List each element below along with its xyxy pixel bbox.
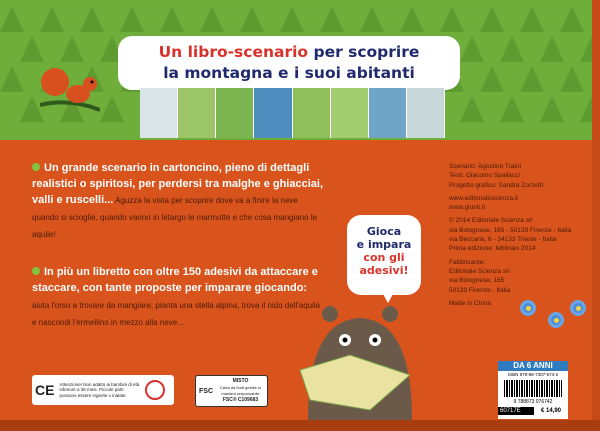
- bear-illustration: [300, 300, 430, 420]
- address: 50139 Firenze - Italia: [449, 286, 511, 294]
- tree-icon: [540, 36, 564, 62]
- fsc-text: Carta da fonti gestite in maniera responsabile: [219, 384, 262, 396]
- barcode-number: 9 788873 076742: [513, 399, 553, 405]
- credit-design: Progetto grafico: Sandra Zorzetti: [449, 181, 543, 189]
- title-highlight: Un libro-scenario: [158, 43, 309, 61]
- tree-icon: [60, 36, 84, 62]
- isbn: ISBN 978-88-7307-674-2: [507, 372, 559, 377]
- manufacturer: Editoriale Scienza srl: [449, 267, 510, 275]
- description-paragraph-2: [32, 264, 324, 331]
- fsc-label: [195, 375, 268, 407]
- credits: [449, 162, 597, 312]
- speech-line3: con gli: [363, 251, 405, 264]
- tree-icon: [560, 66, 584, 92]
- tree-icon: [560, 6, 584, 32]
- tree-icon: [480, 6, 504, 32]
- copyright: © 2014 Editoriale Scienza srl: [449, 217, 533, 225]
- flower-icon: [548, 312, 564, 328]
- product-code: 60717E: [498, 407, 534, 415]
- title-line2: la montagna e i suoi abitanti: [163, 64, 415, 82]
- address: via Beccaria, 6 - 34133 Trieste - Italia: [449, 236, 557, 244]
- tree-icon: [520, 66, 544, 92]
- tree-icon: [40, 6, 64, 32]
- title-line1: per scoprire: [308, 43, 420, 61]
- tree-icon: [240, 6, 264, 32]
- panorama-strip: [140, 88, 445, 138]
- address: via Bolognese, 165 - 50139 Firenze - Italia: [449, 226, 572, 234]
- tree-icon: [200, 6, 224, 32]
- address: via Bolognese, 165: [449, 277, 505, 285]
- edition: Prima edizione: febbraio 2014: [449, 245, 536, 253]
- paragraph1-bold: Un grande scenario in cartoncino, pieno di dettagli realistici o spiritosi, per perdersi tra malghe e ghiacciai, valli e ruscelli...: [32, 162, 324, 206]
- made-in: Made in China: [449, 299, 491, 307]
- tree-icon: [520, 6, 544, 32]
- tree-icon: [480, 66, 504, 92]
- paragraph1-text: Aguzza la vista per scoprire dove va a finire la neve quando si scioglie, quando vanno in letargo le marmotte e che cosa mangiano le aquile!: [32, 196, 318, 239]
- title-bubble: [118, 36, 460, 90]
- speech-line1: Gioca: [366, 225, 402, 238]
- tree-icon: [500, 96, 524, 122]
- safety-warning-label: [32, 375, 174, 405]
- tree-icon: [120, 6, 144, 32]
- paragraph2-text: aiuta l'orso a trovare da mangiare, pianta una stella alpina, trova il nido dell'aquila e nascondi l'ermellino in mezzo alla neve...: [32, 301, 321, 327]
- ce-mark: CE: [35, 382, 55, 398]
- no-small-children-icon: [145, 380, 165, 400]
- credit-texts: Testi: Giacomo Spallacci: [449, 172, 520, 180]
- bottom-edge: [0, 420, 600, 431]
- bullet-icon: [32, 267, 40, 275]
- manufacturer-label: Fabbricante:: [449, 258, 486, 266]
- website-link[interactable]: www.editorialescienza.it: [449, 194, 519, 202]
- squirrel-illustration: [40, 60, 100, 120]
- tree-icon: [280, 6, 304, 32]
- barcode-label: [498, 361, 568, 419]
- tree-icon: [360, 6, 384, 32]
- paragraph2-bold: In più un libretto con oltre 150 adesivi da attaccare e staccare, con tante proposte per imparare giocando:: [32, 266, 318, 294]
- age-badge: DA 6 ANNI: [498, 361, 568, 371]
- fsc-title: MISTO: [232, 378, 249, 384]
- tree-icon: [160, 6, 184, 32]
- tree-icon: [400, 6, 424, 32]
- website-link[interactable]: www.giunti.it: [449, 204, 486, 212]
- price: € 14,90: [540, 408, 562, 414]
- fsc-logo: FSC: [199, 387, 213, 395]
- flower-icon: [570, 300, 586, 316]
- speech-bubble: [347, 215, 421, 295]
- tree-icon: [100, 96, 124, 122]
- tree-icon: [320, 6, 344, 32]
- bullet-icon: [32, 163, 40, 171]
- warning-text: Attenzione! Non adatto ai bambini di età inferiore a 36 mesi. Piccole parti possono essere ingerite o inalate.: [59, 381, 140, 398]
- tree-icon: [440, 6, 464, 32]
- credit-scenario: Scenario: Agostino Traini: [449, 163, 521, 170]
- tree-icon: [540, 96, 564, 122]
- barcode: [504, 380, 562, 397]
- tree-icon: [0, 6, 24, 32]
- tree-icon: [20, 36, 44, 62]
- speech-line4: adesivi!: [359, 264, 409, 277]
- tree-icon: [460, 96, 484, 122]
- tree-icon: [500, 36, 524, 62]
- description-paragraph-1: [32, 160, 324, 243]
- tree-icon: [0, 66, 24, 92]
- flower-icon: [520, 300, 536, 316]
- speech-line2: e impara: [356, 238, 412, 251]
- book-edge: [592, 0, 600, 431]
- tree-icon: [80, 6, 104, 32]
- tree-icon: [460, 36, 484, 62]
- fsc-code: FSC® C109683: [222, 396, 259, 403]
